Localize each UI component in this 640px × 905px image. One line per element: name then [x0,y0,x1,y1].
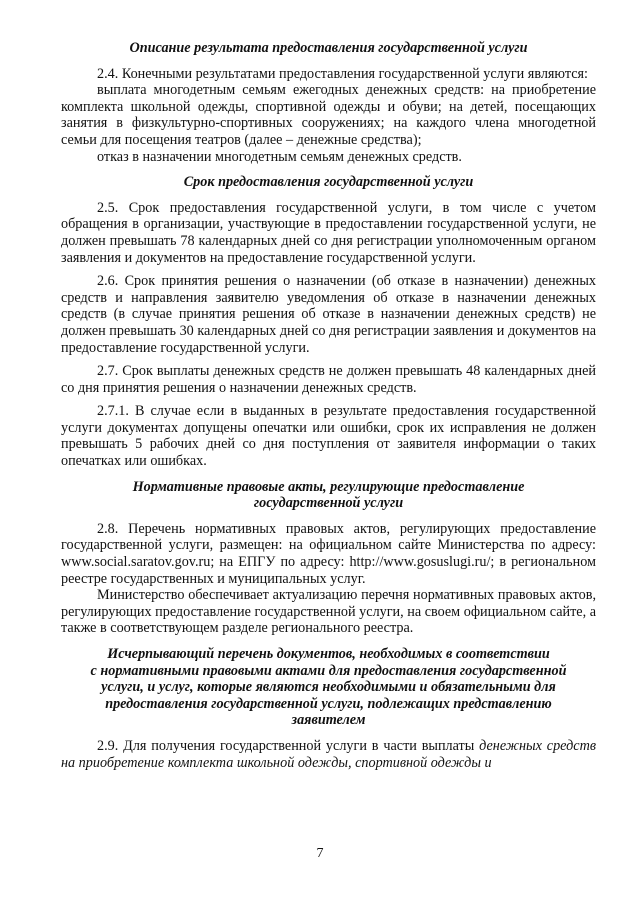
paragraph-2-9-italic-text: денежных средств на приобретение комплекта школьной одежды, спортивной одежды и [61,737,596,771]
document-body [61,40,596,771]
paragraph-2-9-text: 2.9. Для получения государственной услуги в части выплаты [97,737,480,754]
section-heading-documents-list [61,646,596,729]
heading-line: предоставления государственной услуги, подлежащих представлению [105,695,552,712]
section-heading-term: Срок предоставления государственной услуги [183,174,474,191]
paragraph-2-8: 2.8. Перечень нормативных правовых актов, регулирующих предоставление государственной услуги, размещен: на официальном сайте Министерства по адресу: www.social.saratov.gov.ru; на ЕПГУ по адресу: http://www.gosuslugi.ru/; в региональном реестре государственных и муниципальных услуг. [61,520,596,587]
heading-line: с нормативными правовыми актами для предоставления государственной [90,662,567,679]
paragraph-refusal: отказ в назначении многодетным семьям денежных средств. [97,148,462,165]
heading-line: заявителем [291,712,366,729]
heading-line: услуги, и услуг, которые являются необходимыми и обязательными для [101,679,556,696]
paragraph-2-7: 2.7. Срок выплаты денежных средств не должен превышать 48 календарных дней со дня принятия решения о назначении денежных средств. [61,363,596,396]
heading-line: Нормативные правовые акты, регулирующие предоставление [132,478,525,495]
paragraph-2-6: 2.6. Срок принятия решения о назначении (об отказе в назначении) денежных средств и направления заявителю уведомления об отказе в назначении денежных средств (в случае принятия решения об отказе в назначении денежных средств) не должен превышать 30 календарных дней со дня регистрации заявления и документов на предоставление государственной услуги. [61,273,596,356]
paragraph-2-4: 2.4. Конечными результатами предоставления государственной услуги являются: [97,65,588,82]
section-heading-normative-acts [61,479,596,512]
page-number: 7 [316,846,324,861]
paragraph-2-7-1: 2.7.1. В случае если в выданных в результате предоставления государственной услуги документах допущены опечатки или ошибки, срок их исправления не должен превышать 5 рабочих дней со дня поступления от заявителя информации о таких опечатках или ошибках. [61,403,596,470]
heading-line: Исчерпывающий перечень документов, необходимых в соответствии [107,646,550,662]
paragraph-2-9 [61,738,596,771]
paragraph-2-5: 2.5. Срок предоставления государственной услуги, в том числе с учетом обращения в организации, участвующие в предоставлении государственной услуги, не должен превышать 78 календарных дней со дня регистрации уполномоченным органом заявления и документов на предоставление государственной услуги. [61,199,596,266]
paragraph-ministry-update: Министерство обеспечивает актуализацию перечня нормативных правовых актов, регулирующих предоставление государственной услуги, на своем официальном сайте, а также в соответствующем разделе регионального реестра. [61,587,596,637]
paragraph-payment-types: выплата многодетным семьям ежегодных денежных средств: на приобретение комплекта школьной одежды, спортивной одежды и обуви; на детей, посещающих занятия в физкультурно-спортивных сооружениях; на каждого члена многодетной семьи для посещения театров (далее – денежные средства); [61,82,596,148]
heading-line: государственной услуги [253,495,404,512]
section-heading-result: Описание результата предоставления государственной услуги [129,40,528,56]
